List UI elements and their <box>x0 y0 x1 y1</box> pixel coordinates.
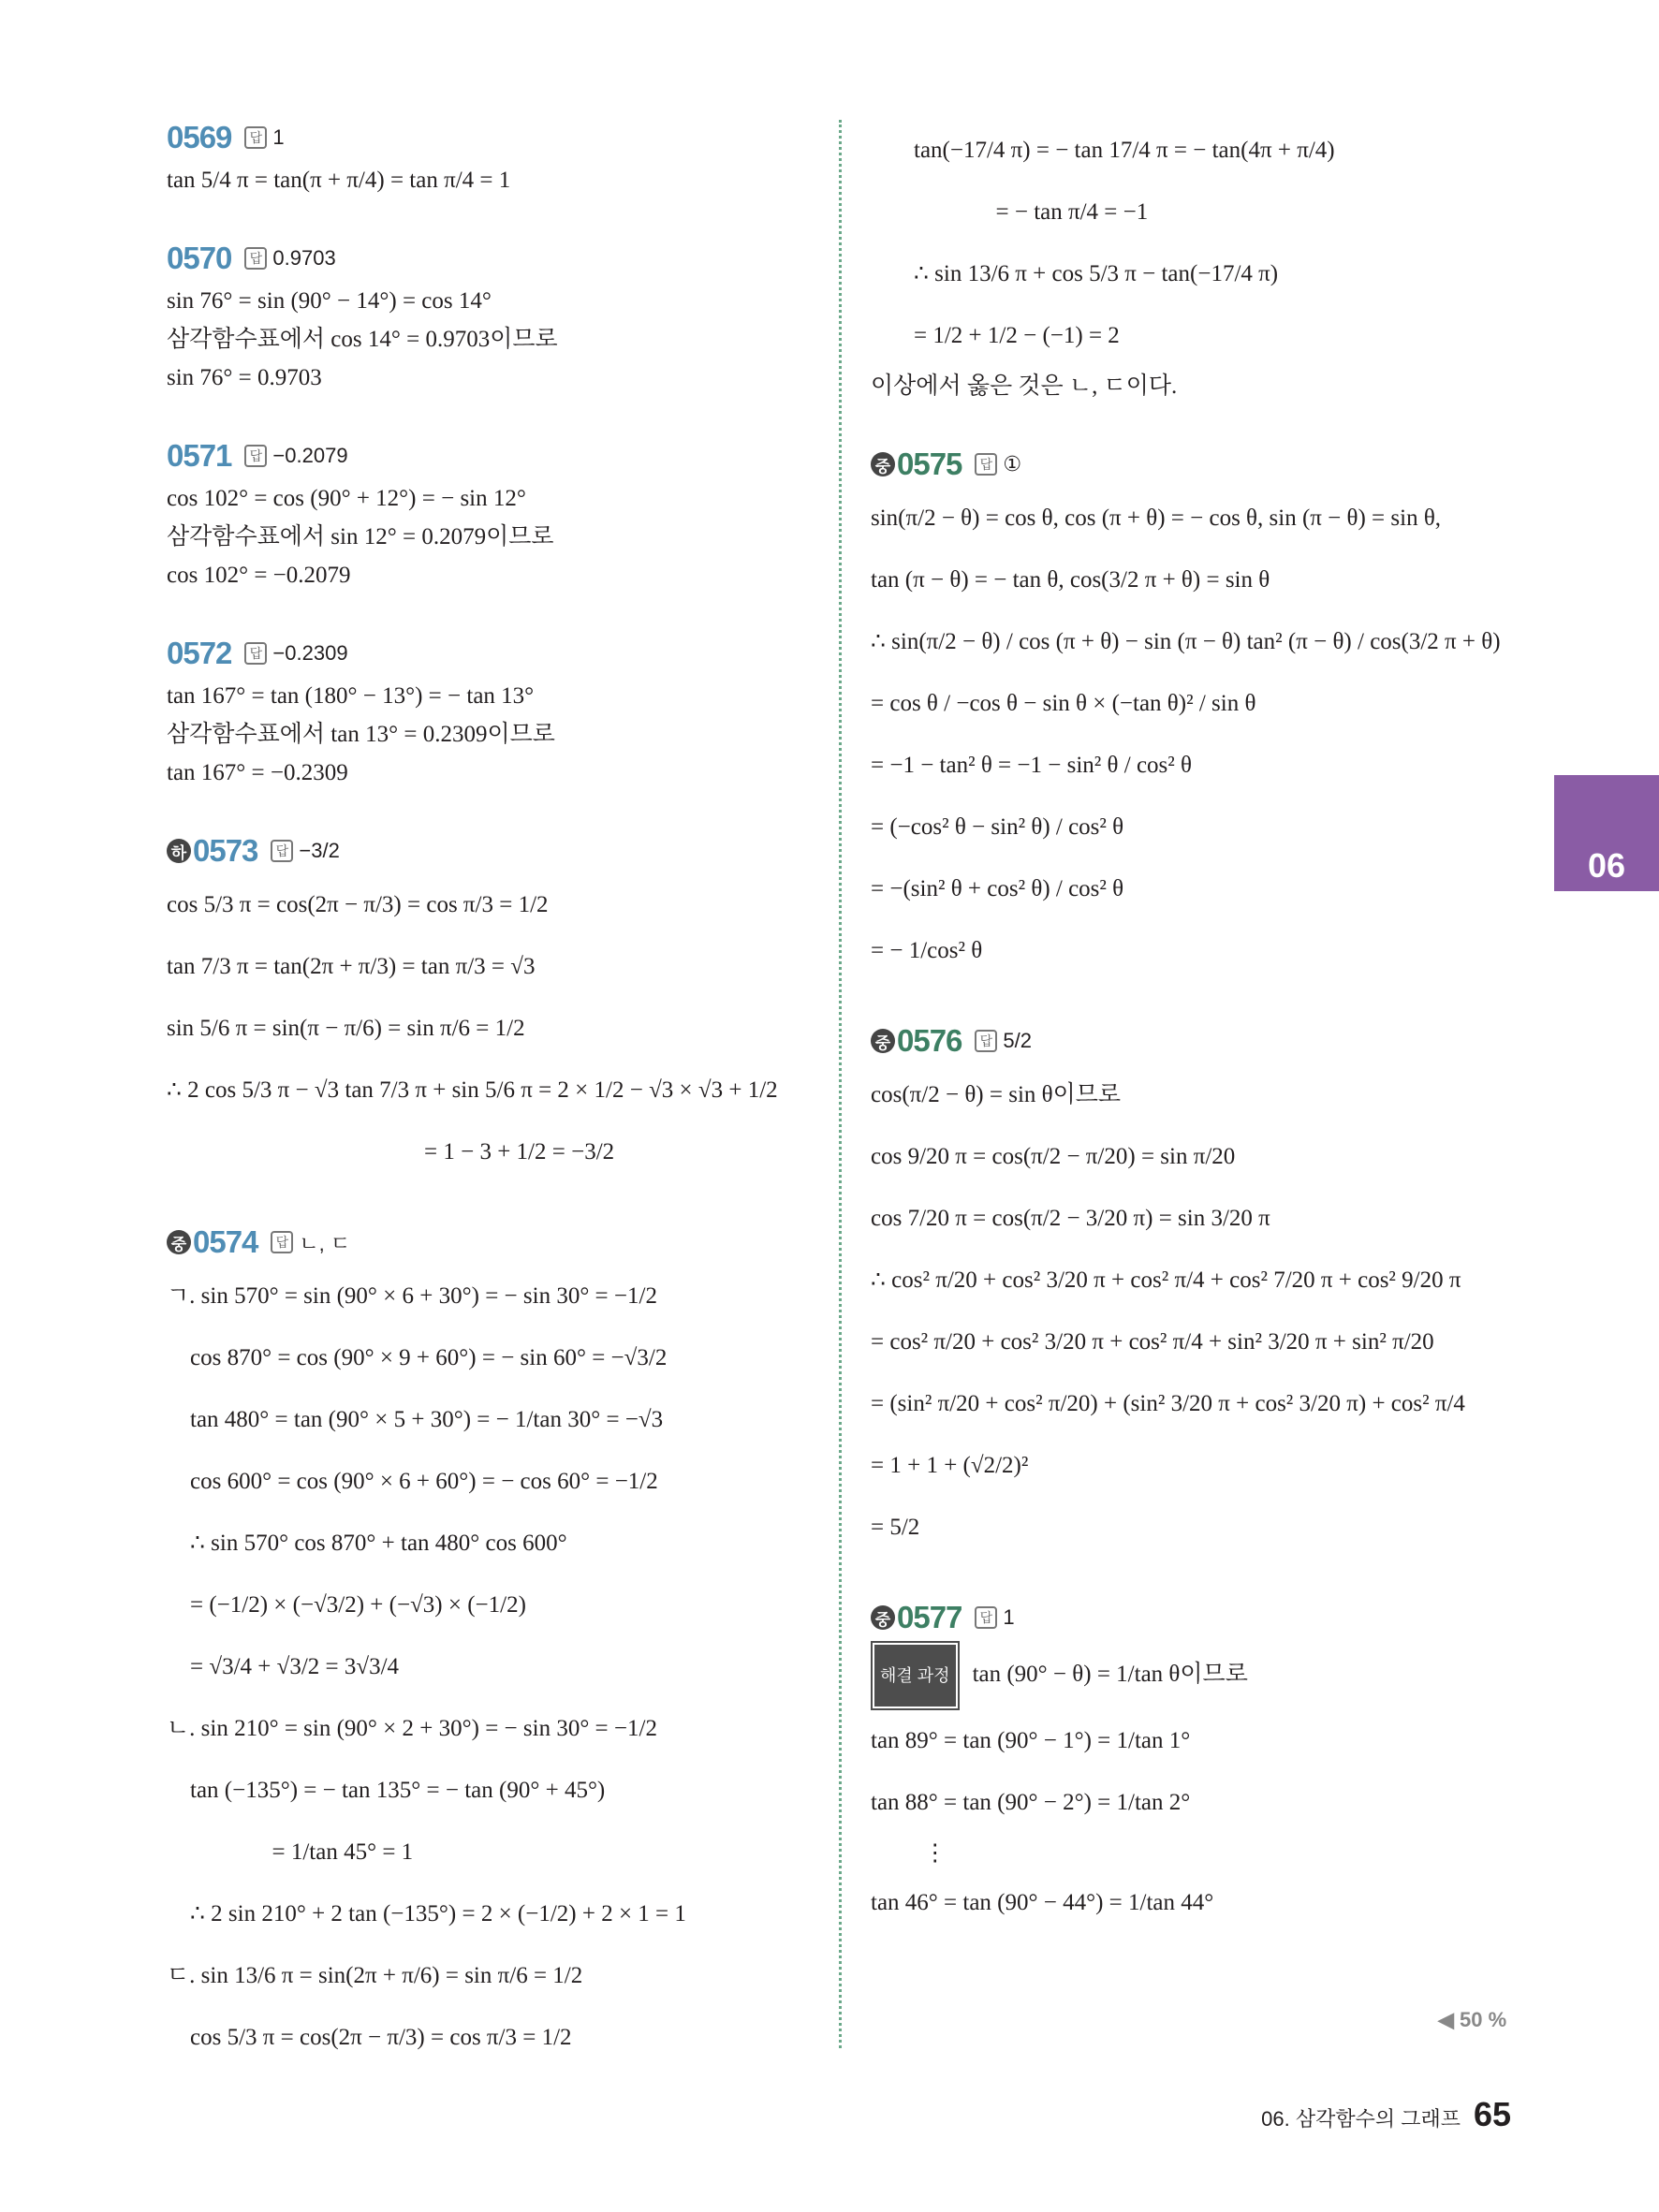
solution-line: = (sin² π/20 + cos² π/20) + (sin² 3/20 π + cos² 3/20 π) + cos² π/4 <box>871 1391 1465 1416</box>
answer-icon: 답 <box>975 1606 997 1629</box>
solution-line: ∴ sin 13/6 π + cos 5/3 π − tan(−17/4 π) <box>914 261 1279 286</box>
solution-line: cos 102° = cos (90° + 12°) = − sin 12° <box>167 486 526 511</box>
conclusion-text: 이상에서 옳은 것은 ㄴ, ㄷ이다. <box>871 374 1178 399</box>
chapter-tab[interactable] <box>1554 775 1659 891</box>
answer-icon: 답 <box>975 453 997 476</box>
solution-line: tan 88° = tan (90° − 2°) = 1/tan 2° <box>871 1790 1191 1815</box>
solution-line: = 1 + 1 + (√2/2)² <box>871 1453 1029 1478</box>
left-column <box>167 120 822 2110</box>
solution-line: cos 7/20 π = cos(π/2 − 3/20 π) = sin 3/20 π <box>871 1206 1270 1231</box>
answer-icon: 답 <box>244 642 267 665</box>
solution-line: ∴ sin 570° cos 870° + tan 480° cos 600° <box>167 1531 567 1556</box>
solution-line: tan (π − θ) = − tan θ, cos(3/2 π + θ) = sin θ <box>871 567 1270 593</box>
solution-line: = 1/2 + 1/2 − (−1) = 2 <box>914 323 1120 348</box>
answer-icon: 답 <box>975 1030 997 1052</box>
solution-line: = cos θ / −cos θ − sin θ × (−tan θ)² / sin θ <box>871 691 1256 716</box>
progress-indicator: ◀ 50 % <box>1438 2008 1507 2031</box>
solution-line: = − tan π/4 = −1 <box>914 199 1149 225</box>
solution-line: ㄷ. sin 13/6 π = sin(2π + π/6) = sin π/6 = 1/2 <box>167 1963 583 1988</box>
answer-value: ㄴ, ㄷ <box>299 1231 351 1255</box>
solution-line: = cos² π/20 + cos² 3/20 π + cos² π/4 + sin² 3/20 π + sin² π/20 <box>871 1329 1434 1355</box>
answer-value: 0.9703 <box>272 246 336 270</box>
solution-line: cos 5/3 π = cos(2π − π/3) = cos π/3 = 1/2 <box>167 892 549 917</box>
right-column <box>871 120 1526 1975</box>
solution-line: cos 9/20 π = cos(π/2 − π/20) = sin π/20 <box>871 1144 1236 1169</box>
problem-number: 0573 <box>193 833 258 868</box>
solution-line: tan 167° = tan (180° − 13°) = − tan 13° <box>167 683 535 709</box>
solution-line: cos 870° = cos (90° × 9 + 60°) = − sin 60° = −√3/2 <box>167 1345 668 1370</box>
process-tag: 해결 과정 <box>871 1641 960 1710</box>
level-badge: 중 <box>167 1230 191 1254</box>
solution-line: = (−cos² θ − sin² θ) / cos² θ <box>871 814 1124 840</box>
problem-0574 <box>167 1224 822 2069</box>
solution-line: tan 7/3 π = tan(2π + π/3) = tan π/3 = √3 <box>167 954 536 979</box>
solution-text: tan (90° − θ) = 1/tan θ이므로 <box>972 1662 1248 1687</box>
solution-line: tan (−135°) = − tan 135° = − tan (90° + 45°) <box>167 1778 606 1803</box>
problem-number: 0569 <box>167 120 232 154</box>
answer-value: −0.2309 <box>272 641 348 665</box>
answer-icon: 답 <box>244 247 267 270</box>
answer-icon: 답 <box>271 1231 293 1253</box>
solution-line: tan(−17/4 π) = − tan 17/4 π = − tan(4π + π/4) <box>914 138 1335 163</box>
level-badge: 하 <box>167 839 191 863</box>
answer-icon: 답 <box>271 840 293 862</box>
problem-0574-continued <box>871 120 1526 405</box>
problem-0570 <box>167 241 822 397</box>
answer-value: 1 <box>272 125 285 149</box>
answer-icon: 답 <box>244 445 267 467</box>
solution-line: = −1 − tan² θ = −1 − sin² θ / cos² θ <box>871 753 1192 778</box>
solution-line: 삼각함수표에서 sin 12° = 0.2079이므로 <box>167 524 554 549</box>
solution-line: = − 1/cos² θ <box>871 938 983 963</box>
answer-value: ① <box>1003 452 1022 476</box>
solution-line: = 5/2 <box>871 1515 920 1540</box>
page-footer <box>1261 2095 1511 2134</box>
solution-line: tan 5/4 π = tan(π + π/4) = tan π/4 = 1 <box>167 168 511 193</box>
solution-line: = 1/tan 45° = 1 <box>167 1839 414 1865</box>
answer-icon: 답 <box>244 126 267 149</box>
solution-line: ⋮ <box>871 1840 947 1866</box>
solution-line <box>871 1641 1526 1710</box>
solution-line: ∴ 2 sin 210° + 2 tan (−135°) = 2 × (−1/2) + 2 × 1 = 1 <box>167 1901 686 1926</box>
solution-line: sin 76° = 0.9703 <box>167 365 322 390</box>
problem-0571 <box>167 438 822 594</box>
answer-value: 1 <box>1003 1605 1015 1629</box>
level-badge: 중 <box>871 1029 895 1053</box>
problem-number: 0577 <box>897 1600 962 1634</box>
problem-0575 <box>871 447 1526 982</box>
chapter-title: 06. 삼각함수의 그래프 <box>1261 2107 1461 2131</box>
solution-line: 삼각함수표에서 cos 14° = 0.9703이므로 <box>167 327 558 352</box>
problem-0576 <box>871 1023 1526 1559</box>
chapter-tab-label: 06 <box>1587 846 1626 885</box>
solution-line: sin 5/6 π = sin(π − π/6) = sin π/6 = 1/2 <box>167 1016 525 1041</box>
solution-line: ∴ sin(π/2 − θ) / cos (π + θ) − sin (π − θ) tan² (π − θ) / cos(3/2 π + θ) <box>871 629 1501 654</box>
solution-line: cos 5/3 π = cos(2π − π/3) = cos π/3 = 1/2 <box>167 2025 572 2050</box>
problem-0569 <box>167 120 822 199</box>
answer-value: −3/2 <box>299 839 340 862</box>
problem-number: 0576 <box>897 1023 962 1058</box>
solution-line: sin(π/2 − θ) = cos θ, cos (π + θ) = − cos θ, sin (π − θ) = sin θ, <box>871 505 1442 531</box>
solution-line: 삼각함수표에서 tan 13° = 0.2309이므로 <box>167 722 555 747</box>
solution-line: tan 46° = tan (90° − 44°) = 1/tan 44° <box>871 1890 1214 1915</box>
problem-number: 0575 <box>897 447 962 481</box>
page-number: 65 <box>1473 2095 1511 2133</box>
solution-line: tan 89° = tan (90° − 1°) = 1/tan 1° <box>871 1728 1191 1753</box>
solution-line: tan 167° = −0.2309 <box>167 760 348 785</box>
solution-line: = √3/4 + √3/2 = 3√3/4 <box>167 1654 400 1679</box>
problem-0572 <box>167 636 822 792</box>
problem-0577 <box>871 1600 1526 1934</box>
solution-line: = (−1/2) × (−√3/2) + (−√3) × (−1/2) <box>167 1592 526 1618</box>
solution-line: ∴ 2 cos 5/3 π − √3 tan 7/3 π + sin 5/6 π = 2 × 1/2 − √3 × √3 + 1/2 <box>167 1077 778 1103</box>
solution-line: sin 76° = sin (90° − 14°) = cos 14° <box>167 288 492 314</box>
solution-line: cos 600° = cos (90° × 6 + 60°) = − cos 60° = −1/2 <box>167 1469 658 1494</box>
answer-value: −0.2079 <box>272 444 348 467</box>
solution-line: ∴ cos² π/20 + cos² 3/20 π + cos² π/4 + cos² 7/20 π + cos² 9/20 π <box>871 1267 1461 1293</box>
problem-number: 0574 <box>193 1224 258 1259</box>
problem-number: 0572 <box>167 636 232 670</box>
column-divider <box>839 120 842 2048</box>
solution-line: tan 480° = tan (90° × 5 + 30°) = − 1/tan 30° = −√3 <box>167 1407 664 1432</box>
answer-value: 5/2 <box>1003 1029 1033 1052</box>
problem-number: 0571 <box>167 438 232 473</box>
problem-number: 0570 <box>167 241 232 275</box>
solution-line: = −(sin² θ + cos² θ) / cos² θ <box>871 876 1124 901</box>
solution-line: cos 102° = −0.2079 <box>167 563 351 588</box>
solution-line: ㄱ. sin 570° = sin (90° × 6 + 30°) = − sin 30° = −1/2 <box>167 1283 657 1309</box>
level-badge: 중 <box>871 452 895 476</box>
level-badge: 중 <box>871 1605 895 1630</box>
solution-line: = 1 − 3 + 1/2 = −3/2 <box>167 1139 615 1165</box>
solution-line: cos(π/2 − θ) = sin θ이므로 <box>871 1082 1122 1107</box>
problem-0573 <box>167 833 822 1183</box>
solution-line: ㄴ. sin 210° = sin (90° × 2 + 30°) = − sin 30° = −1/2 <box>167 1716 657 1741</box>
